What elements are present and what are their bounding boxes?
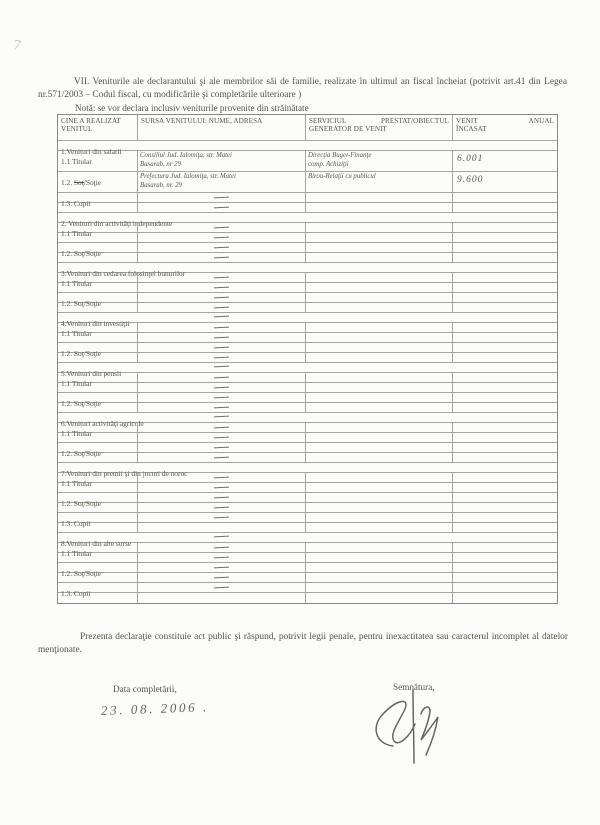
handwritten-dash <box>214 497 229 499</box>
header-cell-cine <box>58 115 138 140</box>
handwritten-dash <box>214 397 229 399</box>
income-table <box>57 114 558 604</box>
row-label-cell <box>58 323 138 338</box>
table-row <box>58 573 557 583</box>
serviciul-cell <box>306 423 453 432</box>
row-label: 1.2. Soţ/Soţie <box>61 399 102 408</box>
sursa-cell <box>138 383 306 392</box>
table-row <box>58 233 557 243</box>
serviciul-cell <box>306 323 453 332</box>
row-label-cell <box>58 523 138 532</box>
row-label-cell <box>58 483 138 492</box>
sursa-cell <box>138 273 306 282</box>
header-cell-sursa <box>138 115 306 140</box>
handwritten-dash <box>214 247 229 249</box>
row-label: 1.1 Titular <box>61 549 92 558</box>
table-row <box>58 433 557 443</box>
sursa-cell <box>138 433 306 442</box>
row-label-cell <box>58 503 138 512</box>
sursa-cell <box>138 453 306 462</box>
table-row <box>58 393 557 408</box>
handwritten-text: Consiliul Jud. Ialomiţa, str. Matei <box>140 152 232 159</box>
row-label: 1.2. Soţ/Soţie <box>61 449 102 458</box>
venit-cell <box>453 513 557 522</box>
table-row <box>58 453 557 463</box>
table-row <box>58 203 557 213</box>
serviciul-cell <box>306 563 453 572</box>
sursa-cell <box>138 523 306 532</box>
row-label-cell <box>58 293 138 308</box>
handwritten-dash <box>214 237 229 239</box>
venit-cell <box>453 563 557 572</box>
table-row <box>58 323 557 338</box>
row-label-cell <box>58 443 138 458</box>
venit-cell <box>453 453 557 462</box>
handwritten-dash <box>214 416 229 418</box>
handwritten-dash <box>214 587 229 589</box>
venit-cell <box>453 433 557 442</box>
sursa-cell <box>138 583 306 592</box>
sursa-cell <box>138 553 306 562</box>
handwritten-text: Direcţia Buget-Finanţe <box>308 152 372 159</box>
table-header-row <box>58 115 557 141</box>
row-label-cell <box>58 543 138 558</box>
row-label-cell <box>58 172 138 192</box>
sursa-cell <box>138 473 306 482</box>
handwritten-dash <box>214 477 229 479</box>
table-row <box>58 513 557 528</box>
handwritten-dash <box>214 357 229 359</box>
header-text: SURSA VENITULUI: NUME, ADRESA <box>141 117 263 125</box>
header-text: SERVICIUL <box>309 117 347 125</box>
row-label-cell <box>58 243 138 258</box>
serviciul-cell <box>306 383 453 392</box>
handwritten-dash <box>214 197 229 199</box>
table-row <box>58 333 557 343</box>
venit-cell <box>453 593 557 603</box>
row-label: 1.1 Titular <box>61 479 92 488</box>
table-row <box>58 553 557 563</box>
venit-cell <box>453 223 557 232</box>
legal-declaration-text: Prezenta declaraţie constituie act public şi răspund, potrivit legii penale, pentru inexactitatea sau caracterul incomplet al datelor menţionate. <box>38 632 568 655</box>
table-row <box>58 293 557 308</box>
sursa-cell <box>138 233 306 242</box>
handwritten-dash <box>214 577 229 579</box>
venit-cell <box>453 323 557 332</box>
serviciul-cell <box>306 333 453 342</box>
serviciul-cell <box>306 493 453 502</box>
sursa-cell <box>138 333 306 342</box>
table-row <box>58 243 557 258</box>
row-label-cell <box>58 403 138 412</box>
section-header-row <box>58 413 557 428</box>
row-label-cell <box>58 373 138 388</box>
table-row <box>58 493 557 508</box>
table-row <box>58 593 557 603</box>
venit-cell <box>453 443 557 452</box>
row-label-cell <box>58 151 138 171</box>
section-header-row <box>58 363 557 378</box>
handwritten-dash <box>214 536 229 538</box>
venit-cell <box>453 543 557 552</box>
section-title: 5.Venituri din pensii <box>61 369 122 378</box>
venit-cell <box>453 573 557 582</box>
row-label-cell <box>58 393 138 408</box>
note-line: Notă: se vor declara inclusiv veniturile provenite din străinătate <box>75 103 309 113</box>
table-row <box>58 353 557 363</box>
handwritten-dash <box>214 507 229 509</box>
row-label: 1.3. Copii <box>61 199 91 208</box>
row-label-cell <box>58 383 138 392</box>
serviciul-cell <box>306 593 453 603</box>
serviciul-cell <box>306 293 453 302</box>
row-label-cell <box>58 433 138 442</box>
serviciul-cell <box>306 513 453 522</box>
row-label-cell <box>58 233 138 242</box>
sursa-cell <box>138 403 306 412</box>
venit-cell <box>453 243 557 252</box>
serviciul-cell <box>306 393 453 402</box>
venit-cell <box>453 253 557 262</box>
section-title: 2. Venituri din activităţi independente <box>61 219 173 228</box>
serviciul-cell <box>306 283 453 292</box>
row-label: 1.2. Soţ/Soţie <box>61 349 102 358</box>
venit-cell <box>453 172 557 192</box>
venit-cell <box>453 343 557 352</box>
sursa-cell <box>138 323 306 332</box>
table-row <box>58 151 557 172</box>
row-label-cell <box>58 573 138 582</box>
table-row <box>58 223 557 238</box>
serviciul-cell <box>306 172 453 192</box>
section-title: 3.Venituri din cedarea folosinţei bunurilor <box>61 269 186 278</box>
header-text: PRESTAT/OBIECTUL <box>380 117 449 125</box>
struck-text: Soţ <box>73 178 84 187</box>
serviciul-cell <box>306 223 453 232</box>
row-label-cell <box>58 353 138 362</box>
row-label-cell <box>58 473 138 488</box>
serviciul-cell <box>306 243 453 252</box>
serviciul-cell <box>306 583 453 592</box>
venit-cell <box>453 193 557 202</box>
row-label: 1.1 Titular <box>61 157 92 166</box>
row-label: 1.2. Soţ/Soţie <box>61 249 102 258</box>
sursa-cell <box>138 243 306 252</box>
handwritten-text: Basarab, nr. 29 <box>140 182 182 190</box>
sursa-cell <box>138 493 306 502</box>
handwritten-dash <box>214 277 229 279</box>
section-header-row <box>58 263 557 278</box>
serviciul-cell <box>306 503 453 512</box>
sursa-cell <box>138 151 306 171</box>
handwritten-dash <box>214 407 229 409</box>
table-row <box>58 483 557 493</box>
table-row <box>58 563 557 578</box>
handwritten-dash <box>214 257 229 259</box>
table-row <box>58 443 557 458</box>
sursa-cell <box>138 393 306 402</box>
row-label: 1.2. Soţ/Soţie <box>61 299 102 308</box>
venit-cell <box>453 403 557 412</box>
sursa-cell <box>138 343 306 352</box>
serviciul-cell <box>306 343 453 352</box>
row-label-cell <box>58 513 138 528</box>
serviciul-cell <box>306 233 453 242</box>
venit-cell <box>453 423 557 432</box>
venit-cell <box>453 383 557 392</box>
section-title: 7.Venituri din premii şi din jocuri de noroc <box>61 469 188 478</box>
sursa-cell <box>138 563 306 572</box>
row-label-cell <box>58 453 138 462</box>
header-text: VENIT <box>456 117 478 125</box>
row-label-cell <box>58 493 138 508</box>
sursa-cell <box>138 253 306 262</box>
handwritten-dash <box>214 337 229 339</box>
table-row <box>58 373 557 388</box>
table-row <box>58 473 557 488</box>
header-text: ÎNCASAT <box>456 125 487 134</box>
row-label-cell <box>58 273 138 288</box>
serviciul-cell <box>306 403 453 412</box>
sursa-cell <box>138 303 306 312</box>
header-text: ANUAL <box>528 117 554 125</box>
handwritten-dash <box>214 517 229 519</box>
row-label: 1.3. Copii <box>61 589 91 598</box>
row-label-cell <box>58 253 138 262</box>
handwritten-dash <box>214 307 229 309</box>
serviciul-cell <box>306 373 453 382</box>
row-label-cell <box>58 223 138 238</box>
section-title: 1.Venituri din salarii <box>61 147 122 156</box>
date-label: Data completării, <box>113 684 177 694</box>
venit-cell <box>453 303 557 312</box>
handwritten-dash <box>214 557 229 559</box>
header-cell-serviciul <box>306 115 453 140</box>
venit-cell <box>453 503 557 512</box>
table-row <box>58 193 557 208</box>
sursa-cell <box>138 543 306 552</box>
sursa-cell <box>138 573 306 582</box>
serviciul-cell <box>306 193 453 202</box>
handwritten-dash <box>214 347 229 349</box>
handwritten-dash <box>214 387 229 389</box>
row-label-cell <box>58 563 138 578</box>
venit-cell <box>453 333 557 342</box>
signature-label: Semnătura, <box>393 682 435 692</box>
row-label: 1.3. Copii <box>61 519 91 528</box>
venit-cell <box>453 273 557 282</box>
row-label-cell <box>58 593 138 603</box>
row-label-cell <box>58 203 138 212</box>
sursa-cell <box>138 373 306 382</box>
sursa-cell <box>138 443 306 452</box>
row-label: 1.1 Titular <box>61 279 92 288</box>
header-text <box>456 117 554 125</box>
venit-cell <box>453 203 557 212</box>
section-title: 8.Venituri din alte surse <box>61 539 132 548</box>
header-text <box>309 117 449 125</box>
table-row <box>58 303 557 313</box>
serviciul-cell <box>306 483 453 492</box>
sursa-cell <box>138 483 306 492</box>
handwritten-date: 23. 08. 2006 . <box>100 699 210 718</box>
venit-cell <box>453 393 557 402</box>
section-vii-title: VII. Veniturile ale declarantului şi ale membrilor săi de familie, realizate în ultimul an fiscal încheiat (potrivit art.41 din Legea nr.571/2003 – Codul fiscal, cu modificările şi completările ulterioare ) <box>38 77 567 100</box>
section-header-row <box>58 533 557 548</box>
handwritten-dash <box>214 567 229 569</box>
table-row <box>58 172 557 193</box>
handwritten-signature <box>363 684 458 766</box>
row-label-cell <box>58 303 138 312</box>
handwritten-dash <box>214 547 229 549</box>
sursa-cell <box>138 223 306 232</box>
header-text: CINE A REALIZAT <box>61 117 121 125</box>
table-row <box>58 403 557 413</box>
handwritten-dash <box>214 457 229 459</box>
serviciul-cell <box>306 453 453 462</box>
row-label-cell <box>58 423 138 438</box>
table-row <box>58 423 557 438</box>
venit-cell <box>453 233 557 242</box>
row-label: 1.1 Titular <box>61 379 92 388</box>
sursa-cell <box>138 293 306 302</box>
handwritten-text: comp. Achiziţii <box>308 161 349 169</box>
sursa-cell <box>138 172 306 192</box>
venit-cell <box>453 583 557 592</box>
row-label-cell <box>58 553 138 562</box>
serviciul-cell <box>306 253 453 262</box>
table-body <box>58 141 557 603</box>
handwritten-dash <box>214 287 229 289</box>
serviciul-cell <box>306 553 453 562</box>
row-label: 1.2. Soţ/Soţie <box>61 499 102 508</box>
venit-cell <box>453 473 557 482</box>
venit-cell <box>453 293 557 302</box>
serviciul-cell <box>306 543 453 552</box>
venit-cell <box>453 483 557 492</box>
serviciul-cell <box>306 303 453 312</box>
table-row <box>58 543 557 558</box>
serviciul-cell <box>306 203 453 212</box>
venit-cell <box>453 493 557 502</box>
venit-cell <box>453 553 557 562</box>
row-label-cell <box>58 283 138 292</box>
row-label: 1.2. Soţ/Soţie <box>61 178 102 187</box>
row-label-cell <box>58 193 138 208</box>
handwritten-dash <box>214 447 229 449</box>
handwritten-dash <box>214 377 229 379</box>
sursa-cell <box>138 423 306 432</box>
table-row <box>58 583 557 598</box>
handwritten-dash <box>214 427 229 429</box>
venit-cell <box>453 353 557 362</box>
serviciul-cell <box>306 433 453 442</box>
row-label-cell <box>58 333 138 342</box>
section-title: 6.Venituri activităţi agricole <box>61 419 144 428</box>
sursa-cell <box>138 503 306 512</box>
table-row <box>58 503 557 513</box>
table-row <box>58 523 557 533</box>
serviciul-cell <box>306 443 453 452</box>
table-row <box>58 383 557 393</box>
table-row <box>58 283 557 293</box>
row-label: 1.1 Titular <box>61 229 92 238</box>
header-text: VENITUL <box>61 125 93 134</box>
handwritten-dash <box>214 487 229 489</box>
serviciul-cell <box>306 573 453 582</box>
serviciul-cell <box>306 353 453 362</box>
section-title: 4.Venituri din investiţii <box>61 319 130 328</box>
sursa-cell <box>138 193 306 202</box>
serviciul-cell <box>306 473 453 482</box>
section-header-row <box>58 463 557 478</box>
handwritten-dash <box>214 437 229 439</box>
sursa-cell <box>138 353 306 362</box>
sursa-cell <box>138 513 306 522</box>
row-label: 1.1 Titular <box>61 429 92 438</box>
table-row <box>58 253 557 263</box>
row-label: 1.1 Titular <box>61 329 92 338</box>
sursa-cell <box>138 203 306 212</box>
row-label-cell <box>58 343 138 358</box>
pencil-page-number: 7 <box>11 37 22 55</box>
handwritten-text: Basarab, nr 29 <box>140 161 181 169</box>
handwritten-text: Birou-Relaţii cu publicul <box>308 173 376 180</box>
sursa-cell <box>138 593 306 603</box>
table-row <box>58 273 557 288</box>
row-label: 1.2. Soţ/Soţie <box>61 569 102 578</box>
venit-cell <box>453 151 557 171</box>
handwritten-dash <box>214 297 229 299</box>
row-label-cell <box>58 583 138 598</box>
handwritten-dash <box>214 327 229 329</box>
venit-cell <box>453 373 557 382</box>
handwritten-amount: 9.600 <box>457 175 484 185</box>
handwritten-dash <box>214 227 229 229</box>
venit-cell <box>453 523 557 532</box>
serviciul-cell <box>306 151 453 171</box>
sursa-cell <box>138 283 306 292</box>
venit-cell <box>453 283 557 292</box>
section-header-row <box>58 213 557 228</box>
table-row <box>58 343 557 358</box>
header-cell-venit <box>453 115 557 140</box>
handwritten-dash <box>214 366 229 368</box>
handwritten-dash <box>214 207 229 209</box>
serviciul-cell <box>306 273 453 282</box>
handwritten-dash <box>214 316 229 318</box>
section-header-row <box>58 313 557 328</box>
handwritten-amount: 6.001 <box>457 154 484 164</box>
header-text: GENERATOR DE VENIT <box>309 125 387 134</box>
serviciul-cell <box>306 523 453 532</box>
handwritten-text: Prefectura Jud. Ialomiţa, str. Matei <box>140 173 236 180</box>
